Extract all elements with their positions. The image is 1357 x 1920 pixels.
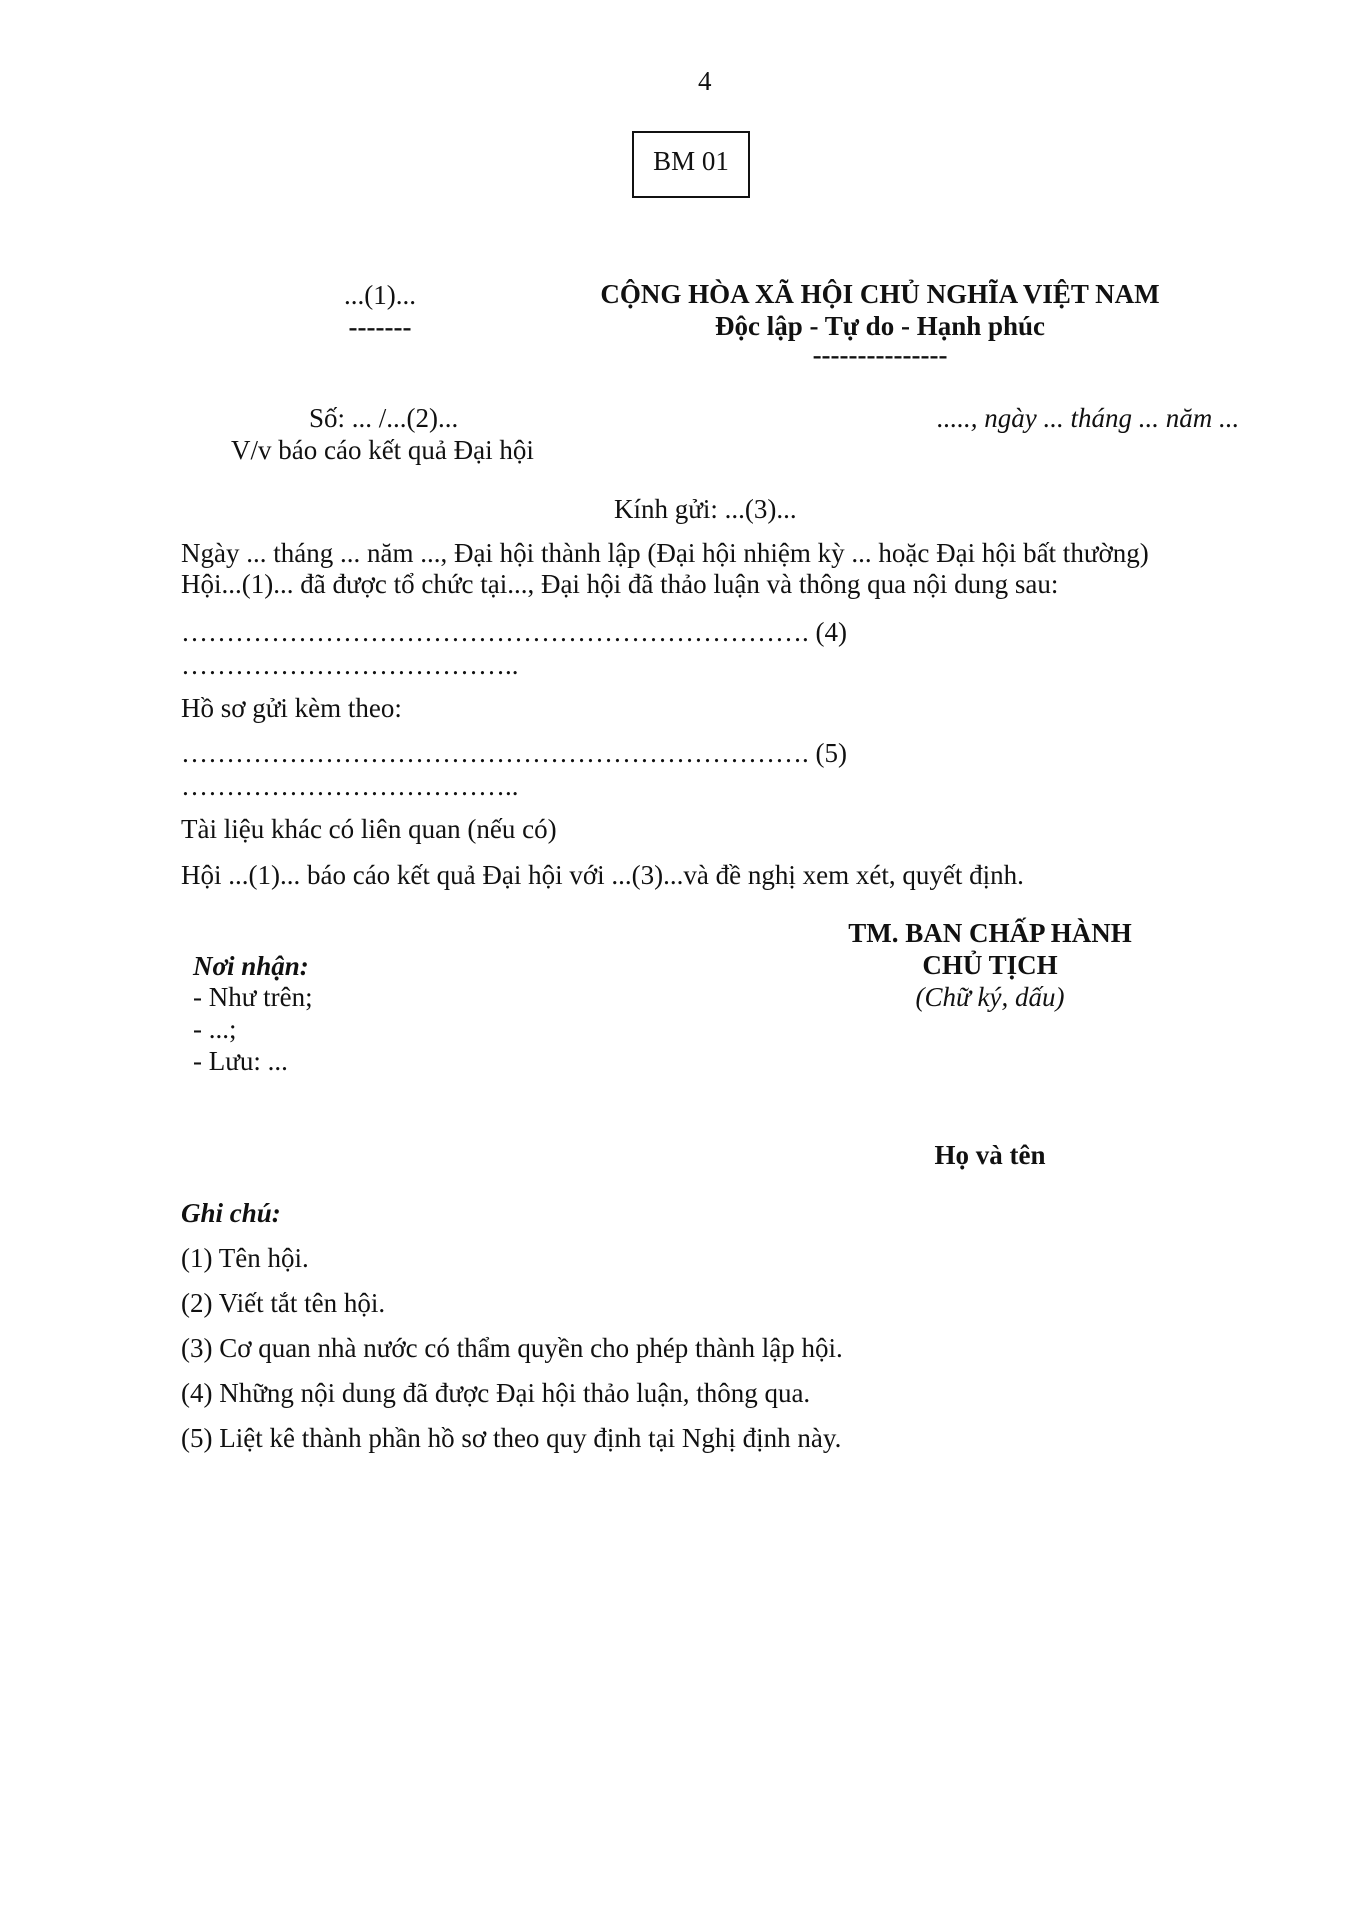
date-line: ....., ngày ... tháng ... năm ...: [937, 403, 1240, 433]
signature-on-behalf: TM. BAN CHẤP HÀNH: [848, 918, 1132, 948]
note-item: (4) Những nội dung đã được Đại hội thảo luận, thông qua.: [181, 1378, 811, 1408]
org-placeholder: ...(1)...: [344, 280, 416, 310]
org-rule: -------: [348, 312, 412, 342]
form-code: BM 01: [653, 146, 729, 176]
motto-rule: ---------------: [812, 340, 948, 370]
recipients-item: - ...;: [193, 1014, 237, 1044]
content-dots-4-line2: ………………………………..: [181, 650, 519, 680]
country-name: CỘNG HÒA XÃ HỘI CHỦ NGHĨA VIỆT NAM: [600, 279, 1160, 309]
other-documents: Tài liệu khác có liên quan (nếu có): [181, 814, 557, 844]
content-dots-5-line1: ……………………………………………………………. (5): [181, 738, 847, 768]
closing-paragraph: Hội ...(1)... báo cáo kết quả Đại hội với ...(3)...và đề nghị xem xét, quyết định.: [181, 860, 1024, 890]
notes-label: Ghi chú:: [181, 1198, 281, 1228]
national-motto: Độc lập - Tự do - Hạnh phúc: [714, 311, 1046, 341]
body-paragraph-1: Ngày ... tháng ... năm ..., Đại hội thành lập (Đại hội nhiệm kỳ ... hoặc Đại hội bất thường): [181, 538, 1149, 568]
document-subject: V/v báo cáo kết quả Đại hội: [231, 435, 534, 465]
recipients-item: - Như trên;: [193, 982, 313, 1012]
note-item: (2) Viết tắt tên hội.: [181, 1288, 386, 1318]
note-item: (1) Tên hội.: [181, 1243, 309, 1273]
recipient-line: Kính gửi: ...(3)...: [614, 494, 797, 524]
note-item: (5) Liệt kê thành phần hồ sơ theo quy định tại Nghị định này.: [181, 1423, 842, 1453]
signer-name: Họ và tên: [934, 1140, 1046, 1170]
attachments-label: Hồ sơ gửi kèm theo:: [181, 693, 402, 723]
note-item: (3) Cơ quan nhà nước có thẩm quyền cho phép thành lập hội.: [181, 1333, 843, 1363]
document-number: Số: ... /...(2)...: [309, 403, 459, 433]
signature-note: (Chữ ký, dấu): [915, 982, 1065, 1012]
signature-title: CHỦ TỊCH: [922, 950, 1058, 980]
content-dots-5-line2: ………………………………..: [181, 771, 519, 801]
form-code-box: [632, 131, 750, 198]
recipients-item: - Lưu: ...: [193, 1046, 288, 1076]
content-dots-4-line1: ……………………………………………………………. (4): [181, 617, 847, 647]
page-number: 4: [698, 66, 712, 96]
body-paragraph-2: Hội...(1)... đã được tổ chức tại..., Đại hội đã thảo luận và thông qua nội dung sau:: [181, 569, 1059, 599]
recipients-label: Nơi nhận:: [193, 951, 309, 981]
